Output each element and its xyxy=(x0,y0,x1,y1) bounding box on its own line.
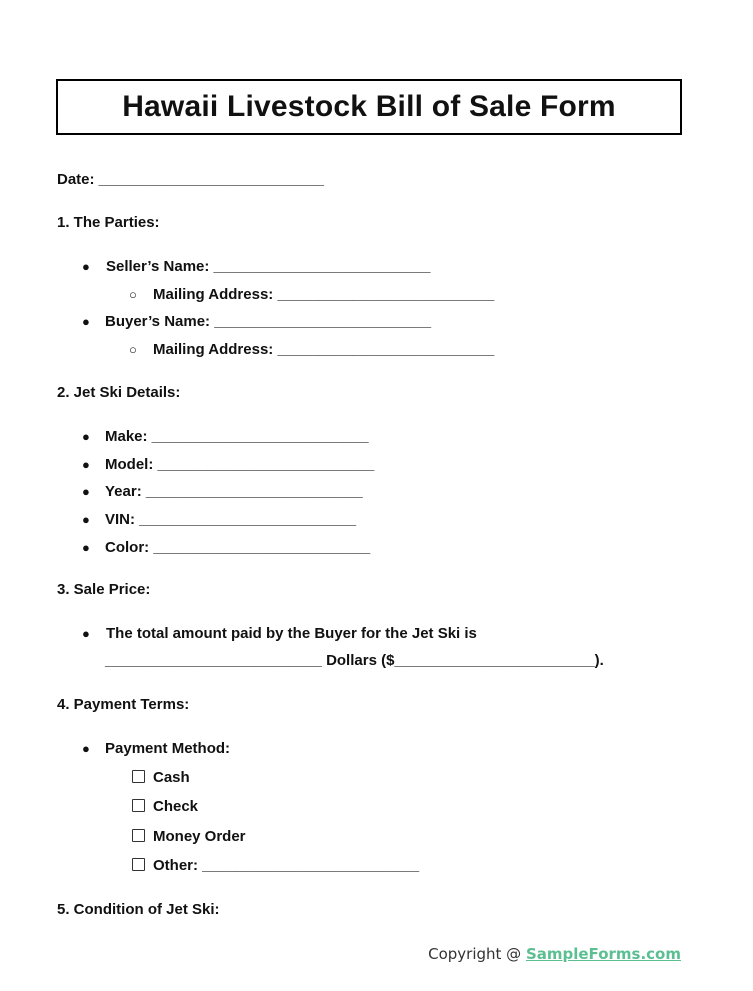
checkbox-check[interactable] xyxy=(132,799,145,812)
seller-name-field: Seller’s Name: __________________________ xyxy=(106,258,431,275)
bullet-icon: ● xyxy=(82,540,90,555)
sale-price-text: The total amount paid by the Buyer for the Jet Ski is xyxy=(106,625,477,642)
year-field: Year: __________________________ xyxy=(105,483,363,500)
bullet-icon: ● xyxy=(82,512,90,527)
checkbox-cash[interactable] xyxy=(132,770,145,783)
section-heading-details: 2. Jet Ski Details: xyxy=(57,384,181,401)
option-other-label: Other: __________________________ xyxy=(153,857,420,874)
bullet-icon: ● xyxy=(82,457,90,472)
bullet-icon: ● xyxy=(82,741,90,756)
option-cash-label: Cash xyxy=(153,769,190,786)
brand-link[interactable]: SampleForms.com xyxy=(525,945,681,963)
payment-method-label: Payment Method: xyxy=(105,740,231,757)
option-money-order-label: Money Order xyxy=(153,828,246,845)
bullet-icon: ● xyxy=(82,314,90,329)
bullet-icon: ● xyxy=(82,484,90,499)
buyer-name-field: Buyer’s Name: __________________________ xyxy=(105,313,432,330)
sale-price-amount-field: __________________________ Dollars ($________________________). xyxy=(105,652,604,669)
option-check-label: Check xyxy=(153,798,199,815)
model-field: Model: __________________________ xyxy=(105,456,375,473)
bullet-icon: ● xyxy=(82,626,90,641)
vin-field: VIN: __________________________ xyxy=(105,511,357,528)
circle-bullet-icon: ○ xyxy=(129,342,137,357)
checkbox-money-order[interactable] xyxy=(132,829,145,842)
buyer-address-field: Mailing Address: __________________________ xyxy=(153,341,495,358)
date-field: Date: ___________________________ xyxy=(57,171,324,188)
section-heading-condition: 5. Condition of Jet Ski: xyxy=(57,901,220,918)
bullet-icon: ● xyxy=(82,429,90,444)
section-heading-payment: 4. Payment Terms: xyxy=(57,696,190,713)
checkbox-other[interactable] xyxy=(132,858,145,871)
seller-address-field: Mailing Address: __________________________ xyxy=(153,286,495,303)
section-heading-price: 3. Sale Price: xyxy=(57,581,151,598)
make-field: Make: __________________________ xyxy=(105,428,369,445)
circle-bullet-icon: ○ xyxy=(129,287,137,302)
section-heading-parties: 1. The Parties: xyxy=(57,214,160,231)
title-box xyxy=(56,79,682,135)
copyright-prefix: Copyright @ xyxy=(428,945,526,963)
bullet-icon: ● xyxy=(82,259,90,274)
copyright-footer xyxy=(428,945,681,963)
page-title: Hawaii Livestock Bill of Sale Form xyxy=(122,90,616,123)
color-field: Color: __________________________ xyxy=(105,539,371,556)
